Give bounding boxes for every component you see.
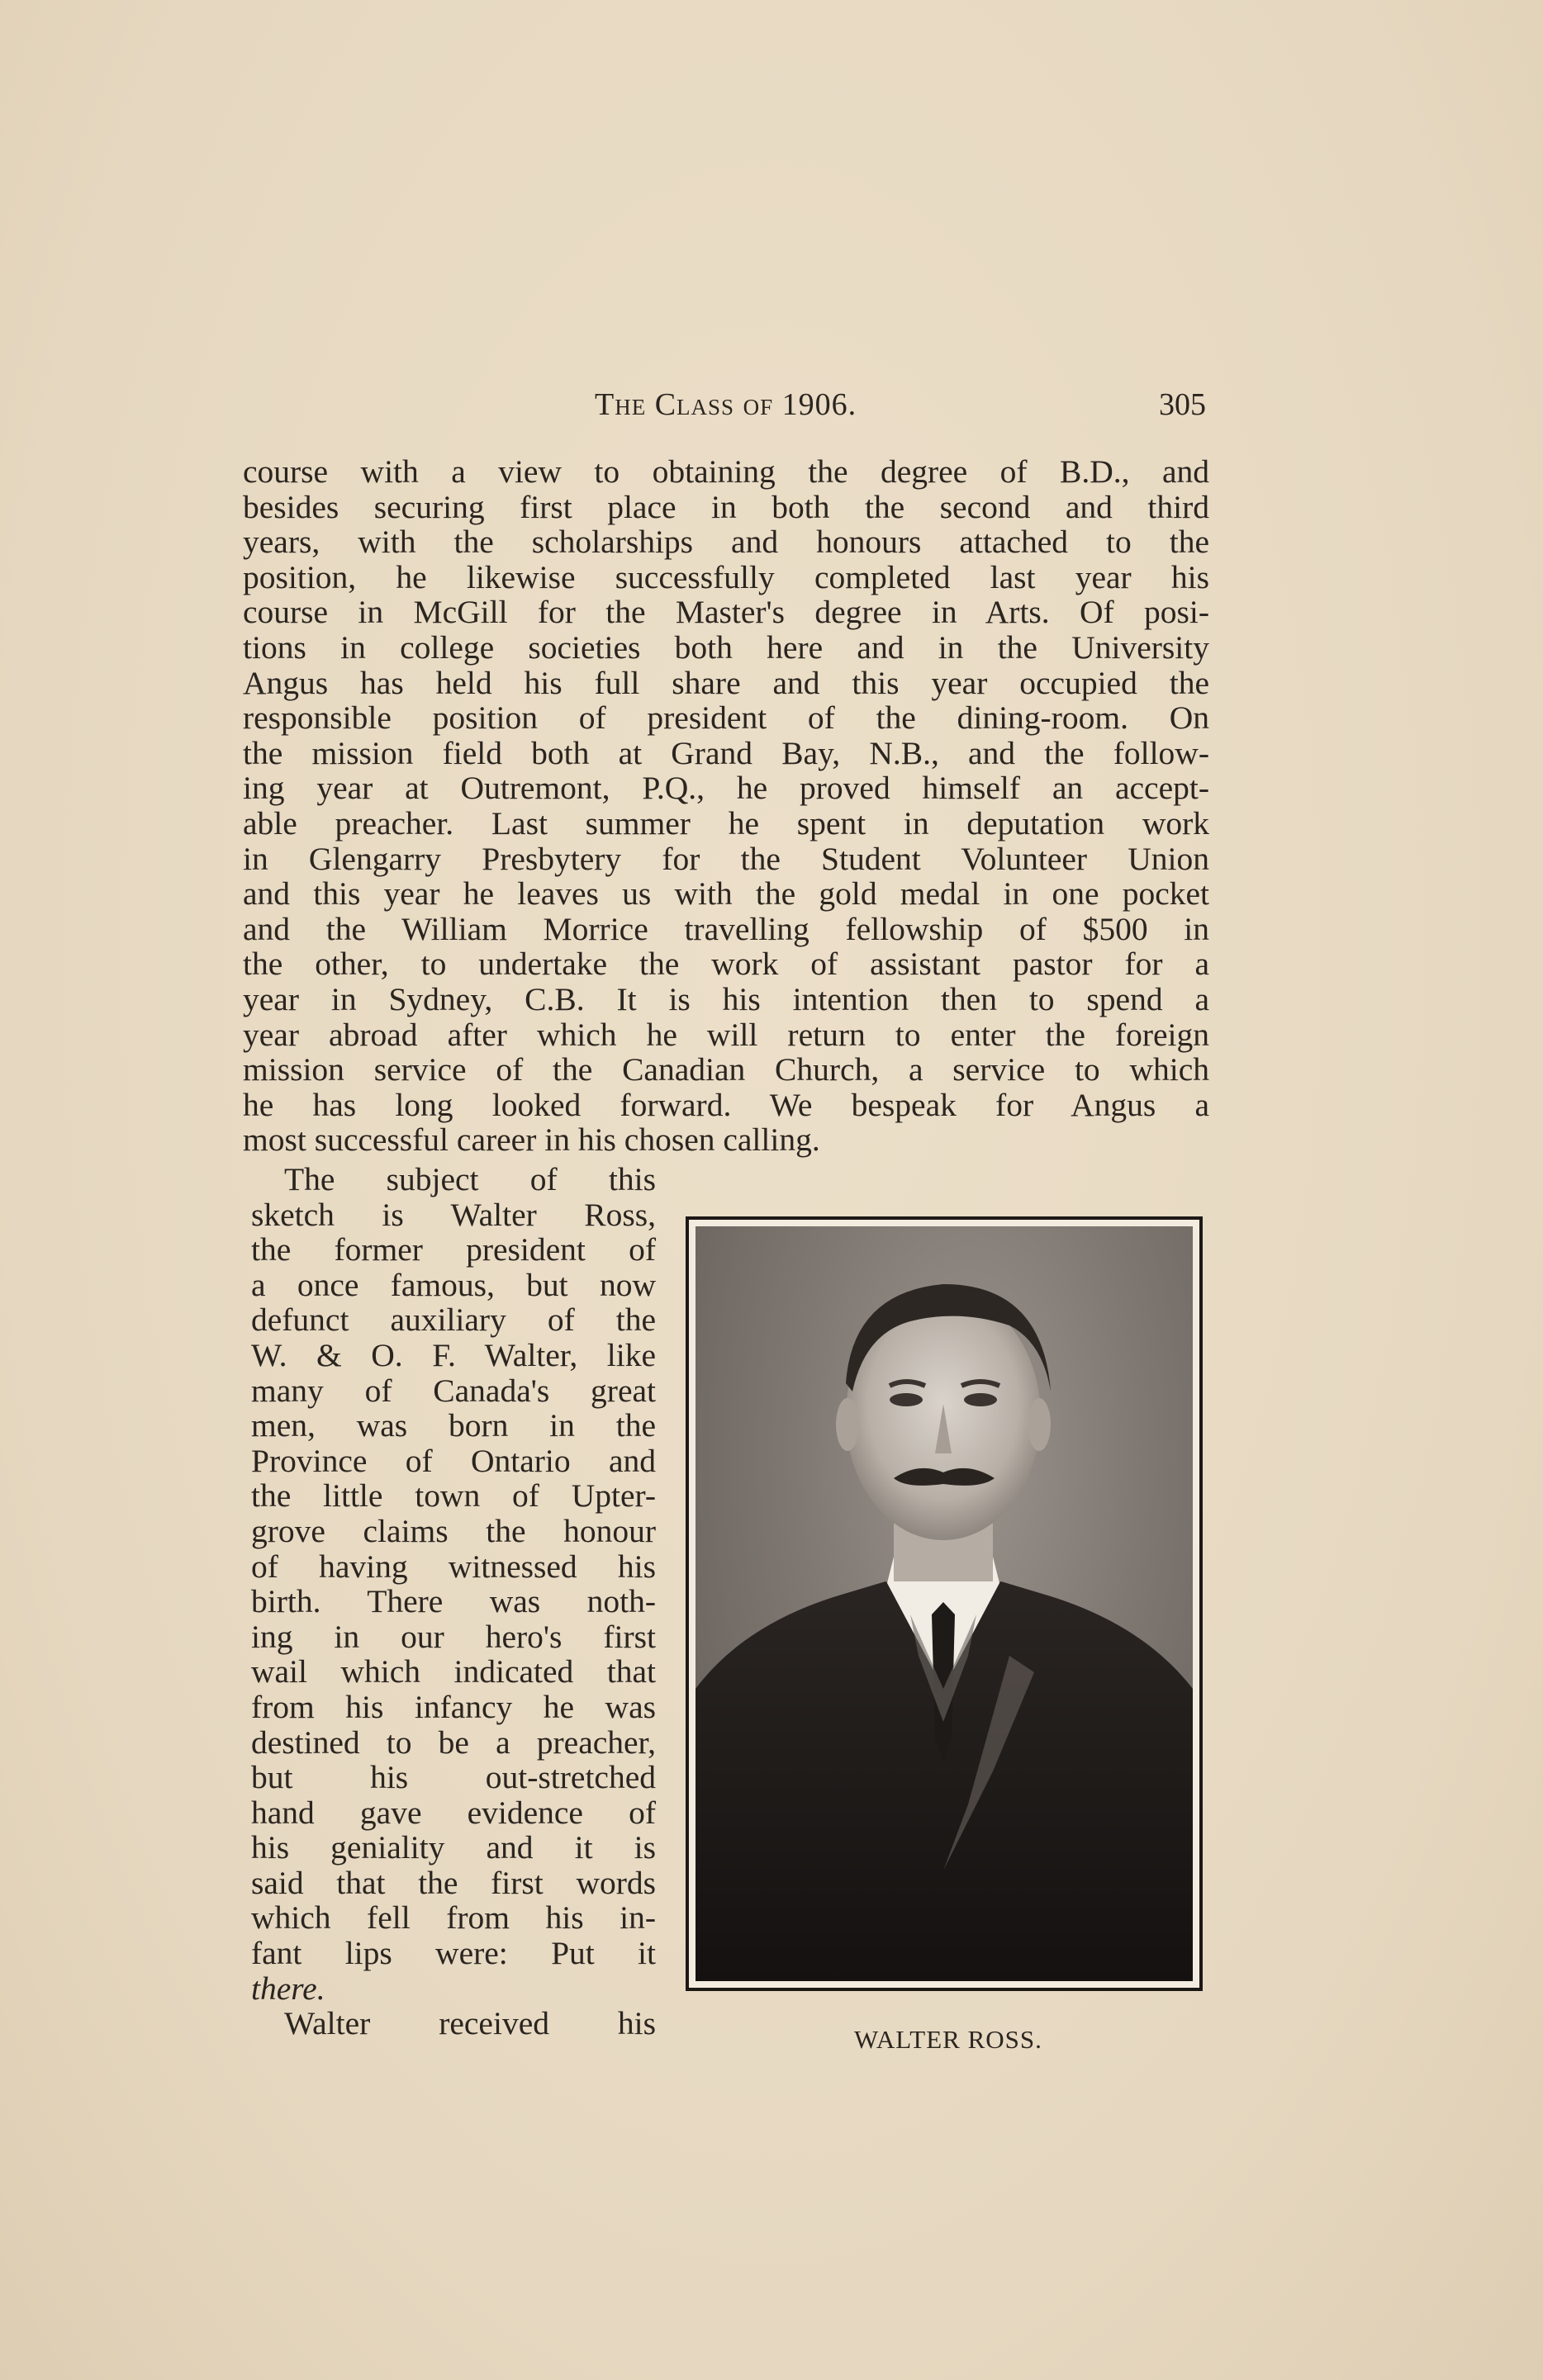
text-line: of having witnessed his — [251, 1548, 656, 1585]
portrait-frame — [686, 1216, 1203, 1991]
text-line: mission service of the Canadian Church, a service to which — [243, 1051, 1209, 1088]
text-line: which fell from his in- — [251, 1899, 656, 1937]
portrait-photo — [696, 1226, 1193, 1981]
text-line: and this year he leaves us with the gold medal in one pocket — [243, 875, 1209, 913]
text-line: birth. There was noth- — [251, 1583, 656, 1620]
text-line: sketch is Walter Ross, — [251, 1196, 656, 1233]
text-line: his geniality and it is — [251, 1829, 656, 1866]
text-line: said that the first words — [251, 1864, 656, 1901]
text-line: course with a view to obtaining the degree of B.D., and — [243, 453, 1209, 490]
text-line: able preacher. Last summer he spent in deputation work — [243, 804, 1209, 842]
text-line: he has long looked forward. We bespeak for Angus a — [243, 1086, 1209, 1123]
text-line: the former president of — [251, 1231, 656, 1268]
text-line: most successful career in his chosen calling. — [243, 1121, 820, 1159]
text-line: but his out-stretched — [251, 1759, 656, 1796]
text-line: course in McGill for the Master's degree in Arts. Of posi- — [243, 594, 1209, 631]
text-line: in Glengarry Presbytery for the Student Volunteer Union — [243, 840, 1209, 877]
text-line: W. & O. F. Walter, like — [251, 1336, 656, 1373]
text-line: hand gave evidence of — [251, 1794, 656, 1831]
text-line: men, was born in the — [251, 1407, 656, 1444]
text-line: there. — [251, 1970, 325, 2007]
text-line: year abroad after which he will return to enter the foreign — [243, 1016, 1209, 1053]
page-number: 305 — [1159, 387, 1206, 422]
text-line: Walter received his — [284, 2005, 656, 2042]
text-line: Angus has held his full share and this year occupied the — [243, 664, 1209, 701]
text-line: responsible position of president of the dining-room. On — [243, 699, 1209, 737]
text-line: Province of Ontario and — [251, 1442, 656, 1479]
text-line: destined to be a preacher, — [251, 1723, 656, 1761]
text-line: years, with the scholarships and honours attached to the — [243, 524, 1209, 561]
text-line: the little town of Upter- — [251, 1477, 656, 1515]
text-line: ing year at Outremont, P.Q., he proved himself an accept- — [243, 770, 1209, 807]
running-header — [240, 386, 1206, 428]
text-line: many of Canada's great — [251, 1372, 656, 1409]
text-line: the other, to undertake the work of assistant pastor for a — [243, 946, 1209, 983]
text-line: grove claims the honour — [251, 1512, 656, 1549]
portrait-illustration — [696, 1226, 1193, 1981]
body-paragraph — [243, 454, 1209, 1158]
text-line: ing in our hero's first — [251, 1618, 656, 1655]
column-paragraph — [251, 1162, 656, 2041]
running-title: The Class of 1906. — [595, 387, 857, 422]
text-line: year in Sydney, C.B. It is his intention then to spend a — [243, 980, 1209, 1017]
text-line: position, he likewise successfully completed last year his — [243, 558, 1209, 595]
text-line: a once famous, but now — [251, 1266, 656, 1303]
text-line: defunct auxiliary of the — [251, 1301, 656, 1339]
text-line: from his infancy he was — [251, 1688, 656, 1725]
text-line: wail which indicated that — [251, 1653, 656, 1690]
text-line: fant lips were: Put it — [251, 1935, 656, 1972]
text-line: the mission field both at Grand Bay, N.B., and the follow- — [243, 734, 1209, 771]
text-line: and the William Morrice travelling fellowship of $500 in — [243, 910, 1209, 947]
text-line: besides securing first place in both the second and third — [243, 488, 1209, 525]
text-line: The subject of this — [284, 1161, 656, 1197]
photo-caption: WALTER ROSS. — [854, 2025, 1042, 2054]
text-line: tions in college societies both here and in the University — [243, 628, 1209, 666]
